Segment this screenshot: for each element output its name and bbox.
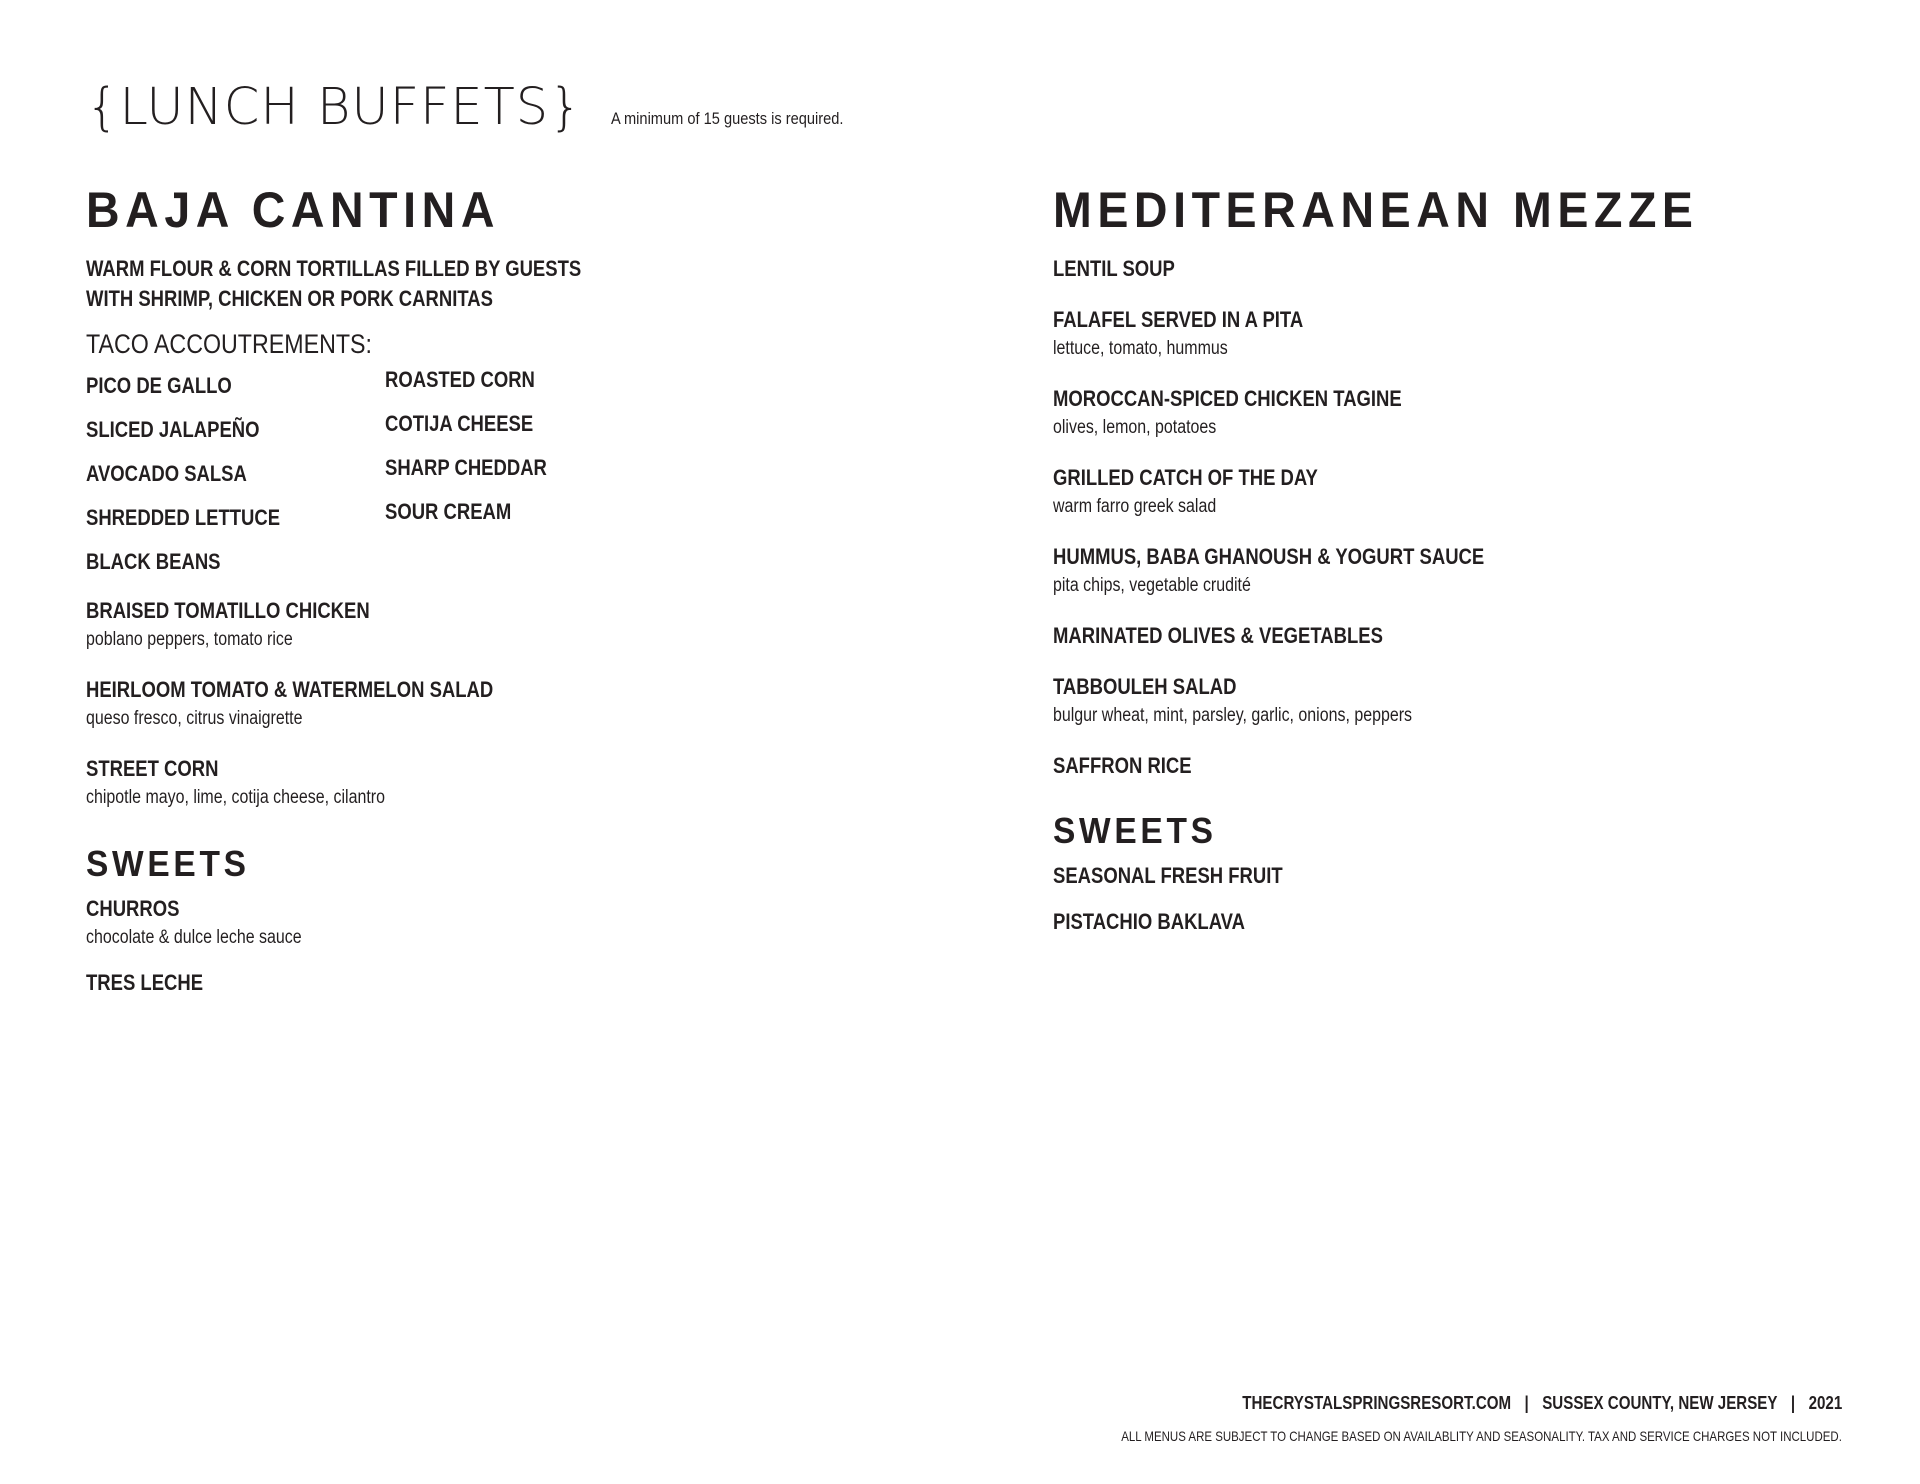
accoutrement-item: PICO DE GALLO (86, 373, 232, 398)
menu-item (86, 675, 966, 733)
accoutrements-column (86, 364, 317, 584)
accoutrement-item: SHREDDED LETTUCE (86, 505, 281, 530)
menu-year: 2021 (1808, 1393, 1842, 1413)
menu-item-description: olives, lemon, potatoes (1053, 417, 1217, 438)
menu-item (1053, 672, 1873, 730)
menu-item (1053, 542, 1873, 600)
menu-item (1053, 254, 1873, 284)
menu-item (1053, 463, 1873, 521)
mediterranean-mezze-menu (1053, 180, 1873, 953)
page-header (86, 78, 881, 137)
menu-item-description: chipotle mayo, lime, cotija cheese, cilantro (86, 787, 385, 808)
section-heading-sweets: SWEETS (86, 843, 250, 884)
menu-item (86, 894, 966, 952)
footer-info (1242, 1393, 1842, 1414)
menu-item (86, 754, 966, 812)
accoutrement-item: SLICED JALAPEÑO (86, 417, 260, 442)
menu-item-name: MOROCCAN-SPICED CHICKEN TAGINE (1053, 386, 1402, 411)
accoutrements-column (385, 358, 578, 534)
menu-item-description: pita chips, vegetable crudité (1053, 575, 1251, 596)
menu-item (1053, 907, 1873, 937)
menu-item-name: GRILLED CATCH OF THE DAY (1053, 465, 1318, 490)
menu-item-description: bulgur wheat, mint, parsley, garlic, onions, peppers (1053, 705, 1412, 726)
section-heading-mediterranean-mezze: MEDITERANEAN MEZZE (1053, 182, 1699, 238)
menu-item-name: TABBOULEH SALAD (1053, 674, 1237, 699)
intro-line: WARM FLOUR & CORN TORTILLAS FILLED BY GUESTS (86, 256, 582, 281)
menu-item-name: SEASONAL FRESH FRUIT (1053, 863, 1283, 888)
accoutrement-item: AVOCADO SALSA (86, 461, 247, 486)
menu-item (86, 596, 966, 654)
menu-item-description: poblano peppers, tomato rice (86, 629, 293, 650)
accoutrement-item: COTIJA CHEESE (385, 411, 534, 436)
menu-item (1053, 751, 1873, 781)
resort-location: SUSSEX COUNTY, NEW JERSEY (1541, 1393, 1778, 1413)
accoutrement-item: SOUR CREAM (385, 499, 512, 524)
menu-item-description: warm farro greek salad (1053, 496, 1217, 517)
menu-item-name: MARINATED OLIVES & VEGETABLES (1053, 623, 1383, 648)
menu-item-name: LENTIL SOUP (1053, 256, 1175, 281)
menu-item-name: HUMMUS, BABA GHANOUSH & YOGURT SAUCE (1053, 544, 1485, 569)
section-heading-baja-cantina: BAJA CANTINA (86, 182, 500, 238)
footer-separator: | (1524, 1393, 1529, 1413)
menu-item-name: SAFFRON RICE (1053, 753, 1192, 778)
menu-item-description: chocolate & dulce leche sauce (86, 927, 302, 948)
menu-item-name: HEIRLOOM TOMATO & WATERMELON SALAD (86, 677, 494, 702)
intro-line: WITH SHRIMP, CHICKEN OR PORK CARNITAS (86, 286, 493, 311)
accoutrement-item: SHARP CHEDDAR (385, 455, 547, 480)
menu-item-name: PISTACHIO BAKLAVA (1053, 909, 1245, 934)
baja-cantina-menu (86, 180, 966, 1014)
page-title: {LUNCH BUFFETS} (86, 78, 583, 137)
accoutrements-title: TACO ACCOUTREMENTS: (86, 329, 372, 359)
menu-item-name: BRAISED TOMATILLO CHICKEN (86, 598, 370, 623)
menu-item-name: STREET CORN (86, 756, 219, 781)
menu-item-name: FALAFEL SERVED IN A PITA (1053, 307, 1304, 332)
accoutrement-item: BLACK BEANS (86, 549, 221, 574)
menu-item (1053, 861, 1873, 891)
menu-item (1053, 384, 1873, 442)
menu-item-name: CHURROS (86, 896, 180, 921)
menu-item (86, 968, 966, 998)
menu-item-description: queso fresco, citrus vinaigrette (86, 708, 303, 729)
intro-text (86, 254, 966, 314)
menu-item (1053, 305, 1873, 363)
menu-item-name: TRES LECHE (86, 970, 204, 995)
menu-item (1053, 621, 1873, 651)
footer-separator: | (1790, 1393, 1795, 1413)
menu-item-description: lettuce, tomato, hummus (1053, 338, 1228, 359)
section-heading-sweets: SWEETS (1053, 810, 1217, 851)
accoutrements-list (86, 362, 966, 576)
guest-minimum-note: A minimum of 15 guests is required. (610, 109, 843, 128)
accoutrement-item: ROASTED CORN (385, 367, 535, 392)
resort-website: THECRYSTALSPRINGSRESORT.COM (1242, 1393, 1511, 1413)
footer-disclaimer: ALL MENUS ARE SUBJECT TO CHANGE BASED ON AVAILABLITY AND SEASONALITY. TAX AND SERVICE CHARGES NOT INCLUDED. (1121, 1428, 1842, 1444)
